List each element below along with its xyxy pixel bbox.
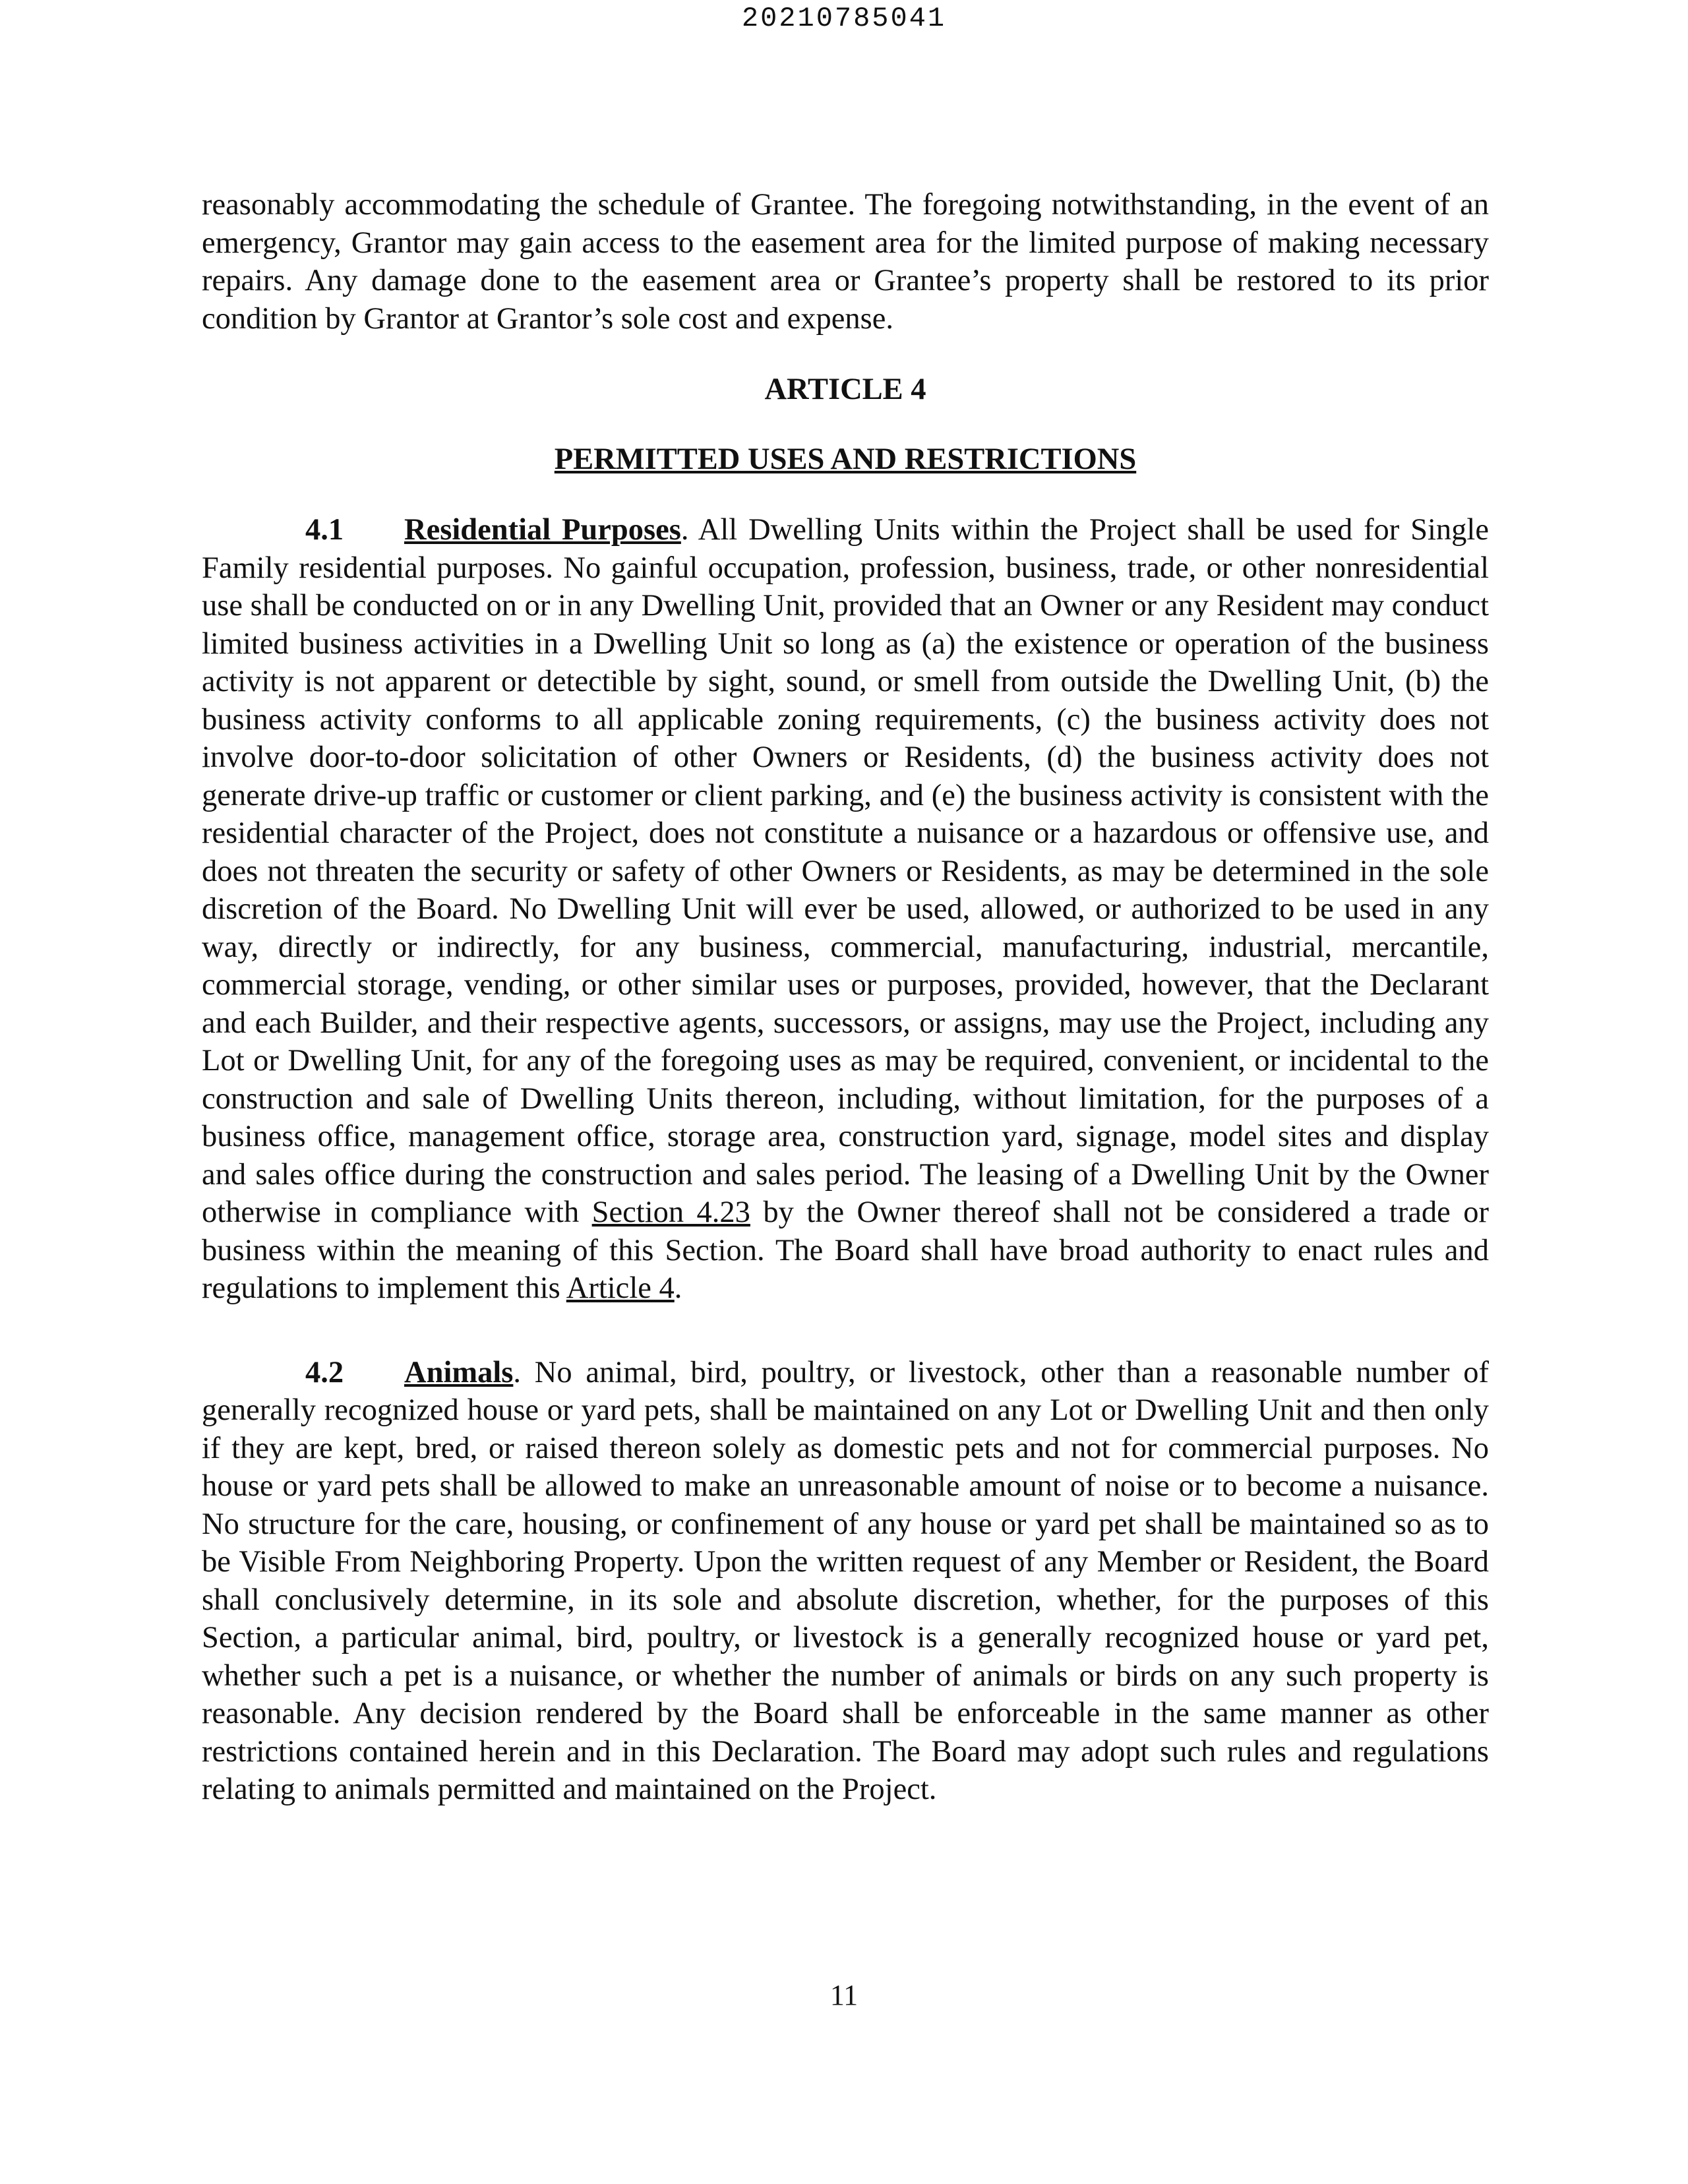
section-cross-reference: Section 4.23: [591, 1196, 750, 1229]
section-number: 4.1: [305, 513, 344, 547]
section-title: Residential Purposes: [404, 513, 681, 547]
section-animals: [202, 1354, 1489, 1809]
section-text: by the Owner thereof shall not be considered a trade or business within the meaning of this Section. The Board shall have broad authority to enact rules and regulations to implement this: [202, 1196, 1489, 1305]
section-text: No animal, bird, poultry, or livestock, other than a reasonable number of generally recognized house or yard pets, shall be maintained on any Lot or Dwelling Unit and then only if they are kept, bred, or raised thereon solely as domestic pets and not for commercial purposes. No house or yard pets shall be allowed to make an unreasonable amount of noise or to become a nuisance. No structure for the care, housing, or confinement of any house or yard pet shall be maintained so as to be Visible From Neighboring Property. Upon the written request of any Member or Resident, the Board shall conclusively determine, in its sole and absolute discretion, whether, for the purposes of this Section, a particular animal, bird, poultry, or livestock is a generally recognized house or yard pet, whether such a pet is a nuisance, or whether the number of animals or birds on any such property is reasonable. Any decision rendered by the Board shall be enforceable in the same manner as other restrictions contained herein and in this Declaration. The Board may adopt such rules and regulations relating to animals permitted and maintained on the Project.: [202, 1355, 1489, 1806]
section-residential-purposes: [202, 511, 1489, 1308]
section-title: Animals: [404, 1355, 514, 1389]
section-title-punctuation: .: [680, 513, 689, 547]
section-number: 4.2: [305, 1355, 344, 1389]
page-number: 11: [829, 1979, 859, 2011]
intro-paragraph: reasonably accommodating the schedule of Grantee. The foregoing notwithstanding, in the event of an emergency, Grantor may gain access to the easement area for the limited purpose of making necessary repairs. Any damage done to the easement area or Grantee’s property shall be restored to its prior condition by Grantor at Grantor’s sole cost and expense.: [202, 188, 1489, 336]
section-title-punctuation: .: [513, 1355, 521, 1389]
section-text: .: [674, 1271, 682, 1305]
recording-number: 20210785041: [741, 3, 947, 34]
page-body: [202, 186, 1489, 1809]
article-cross-reference: Article 4: [566, 1271, 675, 1305]
section-text: All Dwelling Units within the Project shall be used for Single Family residential purposes. No gainful occupation, profession, business, trade, or other nonresidential use shall be conducted on or in any Dwelling Unit, provided that an Owner or any Resident may conduct limited business activities in a Dwelling Unit so long as (a) the existence or operation of the business activity is not apparent or detectible by sight, sound, or smell from outside the Dwelling Unit, (b) the business activity conforms to all applicable zoning requirements, (c) the business activity does not involve door-to-door solicitation of other Owners or Residents, (d) the business activity does not generate drive-up traffic or customer or client parking, and (e) the business activity is consistent with the residential character of the Project, does not constitute a nuisance or a hazardous or offensive use, and does not threaten the security or safety of other Owners or Residents, as may be determined in the sole discretion of the Board. No Dwelling Unit will ever be used, allowed, or authorized to be used in any way, directly or indirectly, for any business, commercial, manufacturing, industrial, mercantile, commercial storage, vending, or other similar uses or purposes, provided, however, that the Declarant and each Builder, and their respective agents, successors, or assigns, may use the Project, including any Lot or Dwelling Unit, for any of the foregoing uses as may be required, convenient, or incidental to the construction and sale of Dwelling Units thereon, including, without limitation, for the purposes of a business office, management office, storage area, construction yard, signage, model sites and display and sales office during the construction and sales period. The leasing of a Dwelling Unit by the Owner otherwise in compliance with: [202, 513, 1489, 1229]
article-title: ARTICLE 4: [764, 373, 926, 406]
article-subtitle: PERMITTED USES AND RESTRICTIONS: [554, 442, 1137, 476]
